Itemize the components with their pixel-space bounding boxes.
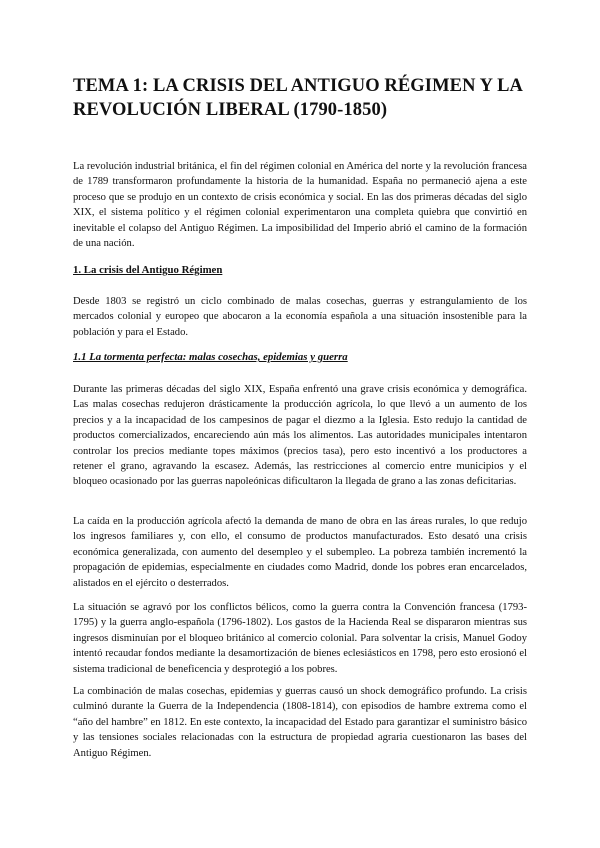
section-heading: 1. La crisis del Antiguo Régimen [73, 264, 223, 276]
body-paragraph: La combinación de malas cosechas, epidemias y guerras causó un shock demográfico profundo. La crisis culminó durante la Guerra de la Independencia (1808-1814), con episodios de hambre extrema como el “año del hambre” en 1812. En este contexto, la incapacidad del Estado para garantizar el suministro básico y las tensiones sociales relacionadas con la estructura de propiedad agraria cuestionaron las bases del Antiguo Régimen. [73, 686, 527, 759]
body-paragraph: La caída en la producción agrícola afectó la demanda de mano de obra en las áreas rurales, lo que redujo los ingresos familiares y, con ello, el consumo de productos manufacturados. Esto desató una crisis económica generalizada, con aumento del desempleo y el subempleo. La pobreza también incrementó la propagación de epidemias, especialmente en ciudades como Madrid, donde los pobres eran encarcelados, alistados en el ejército o desterrados. [73, 516, 527, 589]
intro-paragraph: La revolución industrial británica, el fin del régimen colonial en América del norte y la revolución francesa de 1789 transformaron profundamente la historia de la humanidad. España no permaneció ajena a este proceso que se produjo en un contexto de crisis económica y social. En las dos primeras décadas del siglo XIX, el sistema político y el régimen colonial experimentaron una completa quiebra que convirtió en inevitable el colapso del Antiguo Régimen. La imposibilidad del Imperio abrió el camino de la formación de una nación. [73, 161, 527, 250]
document-title: TEMA 1: LA CRISIS DEL ANTIGUO RÉGIMEN Y LA REVOLUCIÓN LIBERAL (1790-1850) [73, 76, 522, 120]
body-paragraph: La situación se agravó por los conflictos bélicos, como la guerra contra la Convención francesa (1793-1795) y la guerra anglo-española (1796-1802). Los gastos de la Hacienda Real se dispararon mientras sus ingresos disminuían por el bloqueo británico al comercio colonial. Para solventar la crisis, Manuel Godoy intentó recaudar fondos mediante la desamortización de bienes eclesiásticos en 1798, pero esto erosionó el sistema tradicional de beneficencia y desprotegió a los pobres. [73, 602, 527, 675]
subsection-heading: 1.1 La tormenta perfecta: malas cosechas, epidemias y guerra [73, 351, 348, 363]
body-paragraph: Durante las primeras décadas del siglo XIX, España enfrentó una grave crisis económica y demográfica. Las malas cosechas redujeron drásticamente la producción agrícola, lo que llevó a un aumento de los precios y a la incapacidad de los campesinos de pagar el diezmo a la Iglesia. Esto redujo la cantidad de productos comercializados, encareciendo aún más los alimentos. Las autoridades municipales intentaron controlar los precios mediante topes máximos (precios tasa), pero esto incentivó a los productores a retener el grano, agravando la escasez. Además, las restricciones al comercio entre municipios y el bloqueo ocasionado por las guerras napoleónicas dificultaron la llegada de grano a las zonas deficitarias. [73, 384, 527, 488]
section-intro-paragraph: Desde 1803 se registró un ciclo combinado de malas cosechas, guerras y estrangulamiento de los mercados colonial y europeo que abocaron a la economía española a una situación insostenible para la población y para el Estado. [73, 296, 527, 338]
